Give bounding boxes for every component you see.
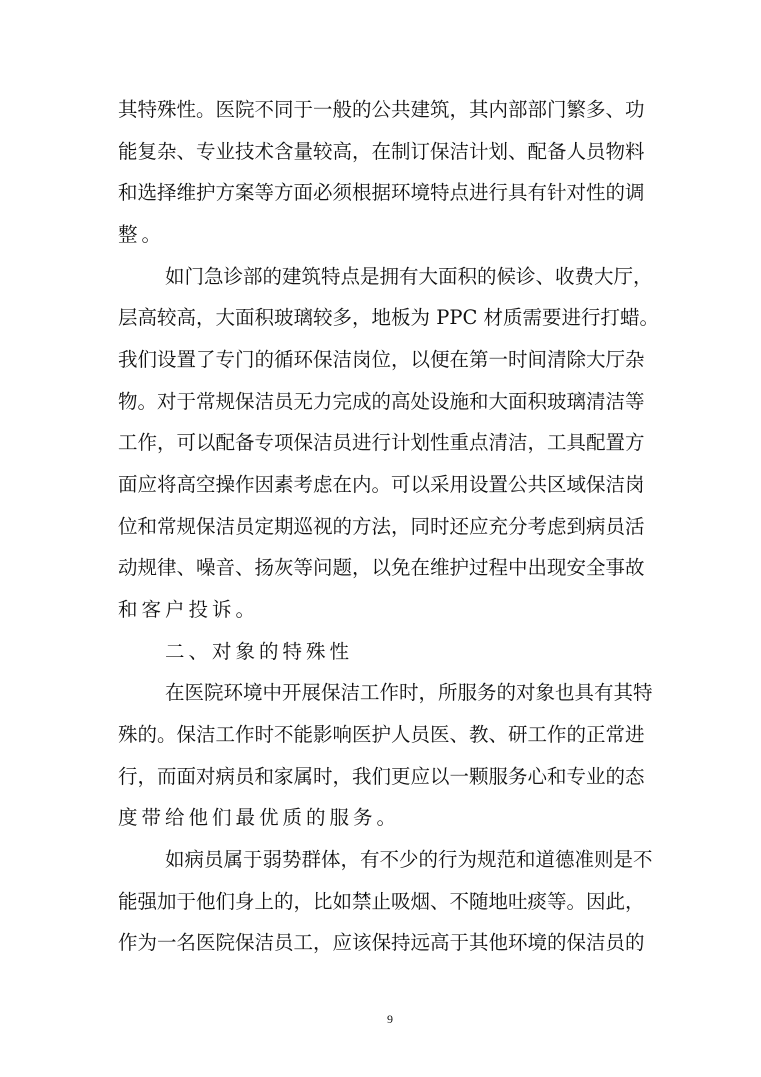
text-line: 动规律、噪音、扬灰等问题，以免在维护过程中出现安全事故	[118, 556, 645, 579]
text-line: 面应将高空操作因素考虑在内。可以采用设置公共区域保洁岗	[118, 473, 645, 496]
paragraph-start-line: 在医院环境中开展保洁工作时，所服务的对象也具有其特	[165, 681, 653, 704]
paragraph-start-line: 如病员属于弱势群体，有不少的行为规范和道德准则是不	[165, 848, 653, 871]
text-line: 行，而面对病员和家属时，我们更应以一颗服务心和专业的态	[118, 765, 645, 788]
text-line: 其特殊性。医院不同于一般的公共建筑，其内部部门繁多、功	[118, 98, 645, 121]
text-line: 能复杂、专业技术含量较高，在制订保洁计划、配备人员物料	[118, 140, 645, 163]
text-line: 位和常规保洁员定期巡视的方法，同时还应充分考虑到病员活	[118, 515, 645, 538]
text-line: 和选择维护方案等方面必须根据环境特点进行具有针对性的调	[118, 181, 645, 204]
text-line: 殊的。保洁工作时不能影响医护人员医、教、研工作的正常进	[118, 723, 645, 746]
text-line: 度带给他们最优质的服务。	[118, 806, 401, 829]
text-line: 我们设置了专门的循环保洁岗位，以便在第一时间清除大厅杂	[118, 348, 645, 371]
text-line: 整。	[118, 223, 166, 246]
text-line: 层高较高，大面积玻璃较多，地板为 PPC 材质需要进行打蜡。	[118, 306, 660, 329]
section-heading: 二、对象的特殊性	[165, 640, 354, 663]
page-number: 9	[387, 1012, 393, 1026]
text-line: 工作，可以配备专项保洁员进行计划性重点清洁，工具配置方	[118, 431, 645, 454]
paragraph-start-line: 如门急诊部的建筑特点是拥有大面积的候诊、收费大厅，	[165, 265, 653, 288]
text-line: 物。对于常规保洁员无力完成的高处设施和大面积玻璃清洁等	[118, 390, 645, 413]
text-line: 作为一名医院保洁员工，应该保持远高于其他环境的保洁员的	[118, 931, 645, 954]
text-line: 和客户投诉。	[118, 598, 260, 621]
text-line: 能强加于他们身上的，比如禁止吸烟、不随地吐痰等。因此，	[118, 890, 645, 913]
